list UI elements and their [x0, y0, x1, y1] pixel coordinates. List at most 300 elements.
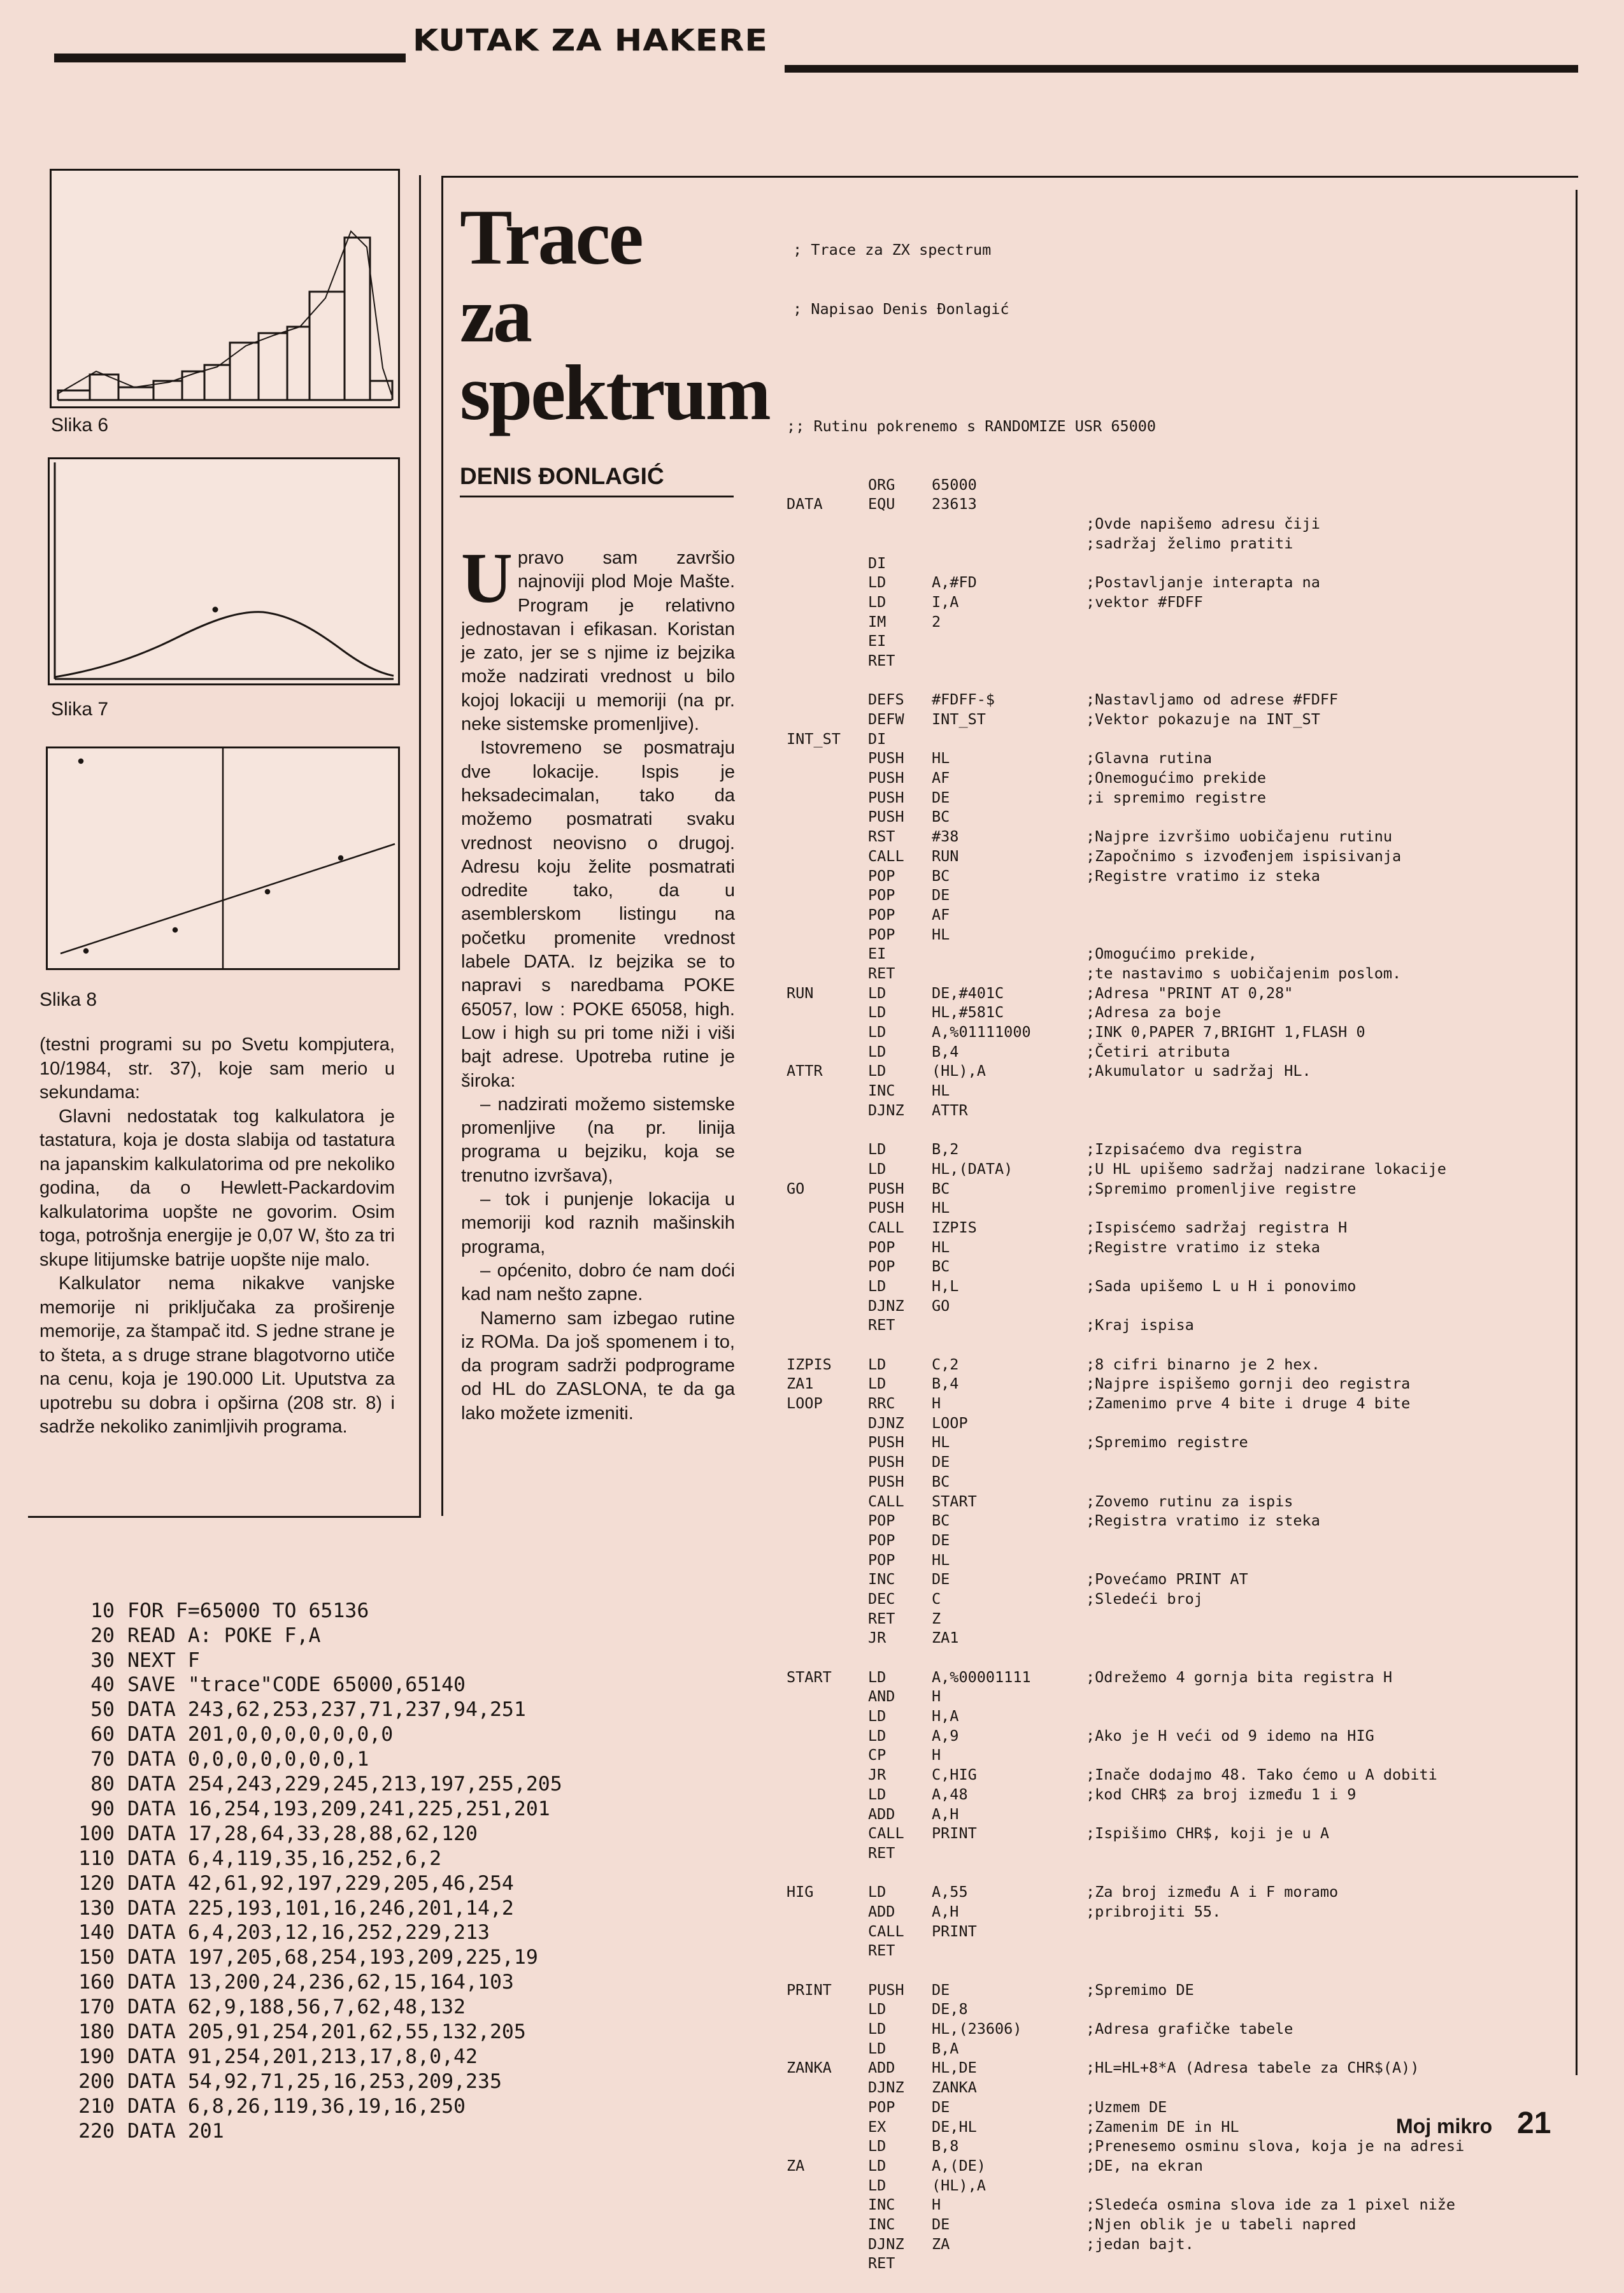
asm-operands: IZPIS	[932, 1218, 977, 1236]
asm-comment: ;Ispišimo CHR$, koji je u A	[1086, 1824, 1330, 1843]
basic-line	[38, 1722, 764, 1747]
article-box-top	[441, 176, 1578, 178]
asm-mnemonic: POP	[868, 925, 895, 943]
basic-statement: DATA 6,8,26,119,36,19,16,250	[127, 2094, 466, 2118]
asm-comment: ;Registra vratimo iz steka	[1086, 1511, 1320, 1530]
asm-line	[787, 1980, 1570, 2000]
asm-operands: GO	[932, 1296, 950, 1315]
asm-mnemonic: RET	[868, 2254, 895, 2273]
asm-comment: ;kod CHR$ za broj između 1 i 9	[1086, 1785, 1357, 1803]
asm-comment: ;Povećamo PRINT AT	[1086, 1570, 1248, 1589]
asm-comment: ;INK 0,PAPER 7,BRIGHT 1,FLASH 0	[1086, 1023, 1365, 1041]
asm-mnemonic: AND	[868, 1687, 895, 1706]
asm-label: ATTR	[787, 1062, 823, 1080]
listing-header-text: ; Trace za ZX spectrum	[793, 241, 992, 259]
asm-line	[787, 1492, 1570, 1511]
asm-line	[787, 1922, 1570, 1941]
asm-mnemonic: LD	[868, 1883, 887, 1901]
asm-mnemonic: RST	[868, 827, 895, 846]
asm-operands: DE	[932, 886, 950, 904]
basic-line-number: 210	[78, 2094, 115, 2118]
basic-statement: DATA 254,243,229,245,213,197,255,205	[127, 1773, 562, 1796]
asm-line	[787, 1159, 1570, 1179]
asm-line	[787, 807, 1570, 827]
asm-operands: START	[932, 1492, 977, 1510]
asm-line	[787, 866, 1570, 886]
body-paragraph: – općenito, dobro će nam doći kad nam nešto zapne.	[461, 1260, 735, 1305]
asm-mnemonic: LD	[868, 2137, 887, 2155]
asm-mnemonic: LD	[868, 1668, 887, 1686]
asm-line	[787, 1706, 1570, 1726]
asm-operands: AF	[932, 905, 950, 924]
asm-operands: DE,HL	[932, 2117, 977, 2136]
basic-line-number: 150	[78, 1946, 115, 1969]
asm-mnemonic: INC	[868, 2215, 895, 2233]
asm-operands: H	[932, 1687, 941, 1706]
asm-line	[787, 748, 1570, 768]
asm-operands: H,A	[932, 1707, 959, 1725]
asm-operands: BC	[932, 866, 950, 885]
asm-line	[787, 1081, 1570, 1101]
asm-line	[787, 612, 1570, 632]
asm-line	[787, 671, 1570, 690]
asm-operands: ZA1	[932, 1629, 959, 1647]
asm-operands: A,%01111000	[932, 1023, 1031, 1041]
basic-line	[38, 2020, 764, 2045]
asm-mnemonic: CALL	[868, 1922, 904, 1940]
histogram-plot	[52, 171, 398, 406]
asm-mnemonic: PUSH	[868, 1472, 904, 1490]
figure-caption: Slika 8	[39, 989, 97, 1010]
asm-line	[787, 494, 1570, 514]
asm-comment: ;vektor #FDFF	[1086, 592, 1203, 611]
asm-line	[787, 1961, 1570, 1980]
article-box-left	[441, 176, 443, 1516]
asm-operands: ZA	[932, 2234, 950, 2253]
asm-operands: BC	[932, 1511, 950, 1530]
asm-comment: ;jedan bajt.	[1086, 2234, 1194, 2253]
asm-mnemonic: DJNZ	[868, 1413, 904, 1432]
asm-mnemonic: PUSH	[868, 749, 904, 768]
asm-operands: A,(DE)	[932, 2156, 986, 2175]
asm-line	[787, 690, 1570, 710]
asm-mnemonic: PUSH	[868, 1980, 904, 1999]
asm-line	[787, 1941, 1570, 1961]
asm-line	[787, 2215, 1570, 2234]
asm-mnemonic: RET	[868, 651, 895, 669]
asm-operands: BC	[932, 1179, 950, 1197]
article-title-line: Trace	[460, 194, 642, 281]
basic-statement: DATA 197,205,68,254,193,209,225,19	[127, 1946, 538, 1969]
asm-mnemonic: ADD	[868, 1804, 895, 1823]
asm-operands: H,L	[932, 1276, 959, 1295]
asm-line	[787, 1745, 1570, 1765]
article-box-right	[1576, 190, 1578, 2075]
asm-line	[787, 554, 1570, 573]
asm-operands: A,55	[932, 1883, 968, 1901]
asm-line	[787, 1687, 1570, 1706]
asm-operands: A,9	[932, 1726, 959, 1745]
asm-operands: H	[932, 1394, 941, 1413]
basic-line	[38, 1599, 764, 1624]
asm-line	[787, 1315, 1570, 1335]
column-divider	[419, 175, 421, 1517]
asm-mnemonic: LD	[868, 1159, 887, 1178]
asm-mnemonic: LD	[868, 1140, 887, 1159]
asm-operands: B,A	[932, 2039, 959, 2057]
author-rule	[460, 496, 734, 497]
asm-operands: BC	[932, 808, 950, 826]
basic-line	[38, 2094, 764, 2119]
basic-line-number: 190	[78, 2045, 115, 2068]
asm-operands: A,%00001111	[932, 1668, 1031, 1686]
asm-line	[787, 1101, 1570, 1120]
asm-comment: ;Najpre izvršimo uobičajenu rutinu	[1086, 827, 1393, 846]
asm-comment: ;DE, na ekran	[1086, 2156, 1203, 2175]
basic-line	[38, 1747, 764, 1772]
asm-operands: A,#FD	[932, 573, 977, 592]
asm-line	[787, 2136, 1570, 2156]
asm-operands: DE	[932, 1531, 950, 1549]
basic-statement: DATA 54,92,71,25,16,253,209,235	[127, 2069, 502, 2093]
asm-mnemonic: POP	[868, 1257, 895, 1276]
section-title: KUTAK ZA HAKERE	[413, 24, 768, 58]
basic-line	[38, 2119, 764, 2144]
basic-line	[38, 1970, 764, 1995]
asm-operands: A,H	[932, 1804, 959, 1823]
asm-line	[787, 1374, 1570, 1394]
asm-mnemonic: INC	[868, 1570, 895, 1589]
asm-operands: C	[932, 1589, 941, 1608]
asm-mnemonic: INC	[868, 2196, 895, 2214]
asm-mnemonic: ADD	[868, 2059, 895, 2077]
asm-line	[787, 1843, 1570, 1863]
basic-line	[38, 1772, 764, 1797]
asm-mnemonic: POP	[868, 886, 895, 904]
asm-line	[787, 1238, 1570, 1257]
basic-statement: FOR F=65000 TO 65136	[127, 1599, 369, 1622]
asm-line	[787, 2039, 1570, 2059]
asm-operands: HL	[932, 1550, 950, 1569]
asm-line	[787, 729, 1570, 749]
asm-line	[787, 846, 1570, 866]
asm-mnemonic: DJNZ	[868, 1296, 904, 1315]
basic-line-number: 40	[90, 1673, 115, 1697]
asm-mnemonic: RET	[868, 1941, 895, 1960]
asm-line	[787, 788, 1570, 808]
article-title	[460, 194, 769, 436]
asm-operands: HL	[932, 749, 950, 768]
article-author: DENIS ĐONLAGIĆ	[460, 463, 664, 489]
asm-operands: ATTR	[932, 1101, 968, 1119]
basic-line-number: 140	[78, 1921, 115, 1945]
asm-operands: DE	[932, 1453, 950, 1471]
asm-mnemonic: LD	[868, 2176, 887, 2194]
asm-mnemonic: EI	[868, 945, 887, 963]
asm-label: START	[787, 1668, 832, 1686]
asm-comment: ;Prenesemo osminu slova, koja je na adresi	[1086, 2137, 1465, 2155]
asm-line	[787, 964, 1570, 983]
asm-comment: ;Glavna rutina	[1086, 749, 1213, 768]
basic-line-number: 20	[90, 1624, 115, 1647]
asm-mnemonic: DI	[868, 554, 887, 572]
asm-mnemonic: LD	[868, 983, 887, 1002]
asm-operands: A,48	[932, 1785, 968, 1803]
asm-comment: ;Onemogućimo prekide	[1086, 769, 1266, 787]
asm-comment: ;Nastavljamo od adrese #FDFF	[1086, 690, 1339, 709]
basic-line-number: 180	[78, 2020, 115, 2043]
asm-comment: ;Ako je H veći od 9 idemo na HIG	[1086, 1726, 1374, 1745]
asm-line	[787, 1902, 1570, 1922]
basic-line	[38, 2045, 764, 2069]
asm-comment: ;Spremimo DE	[1086, 1980, 1194, 1999]
body-paragraph-text: pravo sam završio najnoviji plod Moje Mašte. Program je relativno jednostavan i efikasan. Koristan je zato, jer se s njime iz bejzika može nadzirati vrednost u bilo kojoj lokaciji u memoriji (na pr. neke sistemske promenljive).	[461, 548, 735, 735]
asm-line	[787, 651, 1570, 671]
asm-comment: ;Ovde napišemo adresu čiji	[1086, 515, 1320, 533]
asm-comment: ;Postavljanje interapta na	[1086, 573, 1320, 592]
asm-mnemonic: DEFW	[868, 710, 904, 729]
body-paragraph: Kalkulator nema nikakve vanjske memorije ni priključaka za proširenje memorije, za štampač itd. S jedne strane je to šteta, a s druge strane blagotvorno utiče na cenu, koja je 190.000 Lit. Uputstva za upotrebu su dobra i opširna (208 str. 8) i sadrže nekoliko zanimljivih programa.	[39, 1273, 395, 1437]
asm-line	[787, 2058, 1570, 2078]
asm-operands: DE	[932, 788, 950, 806]
asm-line	[787, 2234, 1570, 2254]
asm-operands: B,2	[932, 1140, 959, 1159]
asm-mnemonic: DEFS	[868, 690, 904, 709]
basic-line	[38, 1945, 764, 1970]
asm-operands: B,4	[932, 1042, 959, 1061]
listing-header-line	[787, 240, 1570, 260]
asm-operands: DE,8	[932, 2000, 968, 2018]
asm-comment: ;Zamenim DE in HL	[1086, 2117, 1239, 2136]
assembler-listing	[787, 201, 1570, 2293]
asm-operands: DE	[932, 2215, 950, 2233]
figure-histogram	[50, 169, 400, 408]
asm-line	[787, 1296, 1570, 1316]
asm-line	[787, 1003, 1570, 1022]
asm-line	[787, 573, 1570, 592]
asm-mnemonic: POP	[868, 1550, 895, 1569]
asm-mnemonic: LD	[868, 1707, 887, 1725]
asm-label: INT_ST	[787, 729, 841, 748]
asm-line	[787, 827, 1570, 846]
basic-line	[38, 1624, 764, 1648]
basic-line	[38, 1673, 764, 1697]
body-paragraph: – nadzirati možemo sistemske promenljive (na pr. linija programa u bejziku, koja se trenutno izvršava),	[461, 1094, 735, 1186]
body-paragraph: Namerno sam izbegao rutine iz ROMa. Da još spomenem i to, da program sadrži podprograme od HL do ZASLONA, te da ga lako možete izmeniti.	[461, 1308, 735, 1424]
asm-line	[787, 1198, 1570, 1218]
asm-line	[787, 1785, 1570, 1804]
basic-line-number: 200	[78, 2069, 115, 2093]
basic-line-number: 30	[90, 1648, 115, 1672]
asm-operands: HL	[932, 1238, 950, 1256]
asm-mnemonic: CP	[868, 1746, 887, 1764]
listing-header-line	[787, 417, 1570, 436]
asm-line	[787, 2078, 1570, 2097]
asm-line	[787, 1139, 1570, 1159]
basic-statement: DATA 0,0,0,0,0,0,0,1	[127, 1748, 369, 1771]
asm-mnemonic: POP	[868, 1511, 895, 1530]
asm-operands: (HL),A	[932, 2176, 986, 2194]
asm-operands: B,4	[932, 1375, 959, 1393]
asm-line	[787, 1355, 1570, 1375]
asm-line	[787, 1061, 1570, 1081]
asm-mnemonic: PUSH	[868, 1199, 904, 1217]
asm-mnemonic: PUSH	[868, 1433, 904, 1452]
asm-operands: H	[932, 2196, 941, 2214]
asm-comment: ;Akumulator u sadržaj HL.	[1086, 1062, 1311, 1080]
basic-statement: DATA 91,254,201,213,17,8,0,42	[127, 2045, 478, 2068]
basic-statement: SAVE "trace"CODE 65000,65140	[127, 1673, 466, 1697]
asm-comment: ;Sada upišemo L u H i ponovimo	[1086, 1276, 1357, 1295]
basic-line	[38, 1920, 764, 1945]
basic-line-number: 120	[78, 1871, 115, 1895]
asm-mnemonic: LD	[868, 1003, 887, 1022]
asm-operands: INT_ST	[932, 710, 986, 729]
asm-mnemonic: PUSH	[868, 788, 904, 806]
asm-mnemonic: LD	[868, 592, 887, 611]
asm-operands: HL	[932, 1082, 950, 1100]
basic-statement: READ A: POKE F,A	[127, 1624, 321, 1647]
asm-operands: 65000	[932, 475, 977, 494]
basic-line	[38, 1871, 764, 1896]
asm-comment: ;Spremimo promenljive registre	[1086, 1179, 1357, 1197]
asm-comment: ;Četiri atributa	[1086, 1042, 1230, 1061]
asm-comment: ;Zovemo rutinu za ispis	[1086, 1492, 1293, 1510]
asm-label: LOOP	[787, 1394, 823, 1413]
asm-mnemonic: LD	[868, 1355, 887, 1373]
asm-comment: ;i spremimo registre	[1086, 788, 1266, 806]
basic-statement: DATA 205,91,254,201,62,55,132,205	[127, 2020, 526, 2043]
asm-label: IZPIS	[787, 1355, 832, 1373]
asm-line	[787, 1628, 1570, 1648]
basic-line-number: 170	[78, 1996, 115, 2019]
asm-line	[787, 2156, 1570, 2176]
drop-cap: U	[461, 539, 513, 618]
asm-operands: #38	[932, 827, 959, 846]
asm-line	[787, 1472, 1570, 1492]
asm-operands: AF	[932, 769, 950, 787]
asm-operands: HL	[932, 1433, 950, 1452]
asm-comment: ;Inače dodajmo 48. Tako ćemo u A dobiti	[1086, 1766, 1437, 1784]
asm-mnemonic: LD	[868, 2020, 887, 2038]
listing-header-text: ; Napisao Denis Đonlagić	[793, 299, 1009, 318]
asm-line	[787, 1648, 1570, 1668]
asm-comment: ;U HL upišemo sadržaj nadzirane lokacije	[1086, 1159, 1446, 1178]
asm-operands: 2	[932, 612, 941, 631]
basic-line-number: 10	[90, 1599, 115, 1622]
asm-line	[787, 925, 1570, 945]
asm-operands: BC	[932, 1257, 950, 1276]
asm-line	[787, 1863, 1570, 1883]
asm-mnemonic: DJNZ	[868, 2078, 904, 2097]
asm-mnemonic: DJNZ	[868, 2234, 904, 2253]
asm-mnemonic: POP	[868, 2097, 895, 2116]
asm-mnemonic: CALL	[868, 1492, 904, 1510]
body-paragraph: Istovremeno se posmatraju dve lokacije. Ispis je heksadecimalan, tako da možemo posmatrati svaku vrednost neovisno o drugoj. Adresu koju želite posmatrati odredite tako, da u asemblerskom listingu na početku promenite vrednost labele DATA. Iz bejzika se to napravi s naredbama POKE 65057, low : POKE 65058, high. Low i high su pri tome niži i viši bajt adrese. Upotreba rutine je široka:	[461, 738, 735, 1091]
basic-body	[38, 1599, 764, 2144]
basic-line-number: 90	[90, 1797, 115, 1820]
article-title-line: spektrum	[460, 349, 769, 436]
asm-operands: #FDFF-$	[932, 690, 995, 709]
asm-label: HIG	[787, 1883, 814, 1901]
asm-comment: ;Adresa grafičke tabele	[1086, 2020, 1293, 2038]
asm-line	[787, 944, 1570, 964]
basic-line-number: 130	[78, 1896, 115, 1920]
basic-statement: DATA 62,9,188,56,7,62,48,132	[127, 1996, 466, 2019]
page-number: 21	[1517, 2106, 1551, 2140]
asm-comment: ;Sledeća osmina slova ide za 1 pixel niže	[1086, 2196, 1456, 2214]
asm-mnemonic: LD	[868, 573, 887, 592]
asm-mnemonic: RET	[868, 1843, 895, 1862]
asm-line	[787, 1511, 1570, 1531]
article-body	[461, 539, 735, 1425]
asm-mnemonic: LD	[868, 1042, 887, 1061]
asm-mnemonic: JR	[868, 1766, 887, 1784]
basic-statement: DATA 225,193,101,16,246,201,14,2	[127, 1896, 514, 1920]
basic-line-number: 160	[78, 1971, 115, 1994]
asm-operands: HL,#581C	[932, 1003, 1004, 1022]
asm-mnemonic: LD	[868, 1062, 887, 1080]
asm-operands: C,2	[932, 1355, 959, 1373]
asm-line	[787, 885, 1570, 905]
asm-comment: ;Ispisćemo sadržaj registra H	[1086, 1218, 1348, 1236]
asm-label: GO	[787, 1179, 805, 1197]
asm-comment: ;Najpre ispišemo gornji deo registra	[1086, 1375, 1411, 1393]
asm-comment: ;Uzmem DE	[1086, 2097, 1167, 2116]
asm-mnemonic: PUSH	[868, 1453, 904, 1471]
basic-line	[38, 1896, 764, 1921]
asm-line	[787, 2195, 1570, 2215]
asm-line	[787, 1394, 1570, 1413]
asm-mnemonic: DJNZ	[868, 1101, 904, 1119]
asm-label: ZANKA	[787, 2059, 832, 2077]
basic-statement: DATA 42,61,92,197,229,205,46,254	[127, 1871, 514, 1895]
asm-comment: ;Registre vratimo iz steka	[1086, 866, 1320, 885]
asm-comment: ;Sledeći broj	[1086, 1589, 1203, 1608]
body-paragraph: Glavni nedostatak tog kalkulatora je tastatura, koja je dosta slabija od tastatura na japanskim kalkulatorima od pre nekoliko godina, da o Hewlett-Packardovim kalkulatorima uopšte ne govorim. Osim toga, potrošnja energije je 0,07 W, što za tri skupe litijumske batrije uopšte nije malo.	[39, 1106, 395, 1270]
listing-blank-line	[787, 358, 1570, 378]
article-title-line: za	[460, 271, 531, 359]
asm-comment: ;Spremimo registre	[1086, 1433, 1248, 1452]
asm-line	[787, 1999, 1570, 2019]
asm-mnemonic: CALL	[868, 1218, 904, 1236]
asm-label: RUN	[787, 983, 814, 1002]
basic-line-number: 60	[90, 1723, 115, 1747]
asm-comment: ;pribrojiti 55.	[1086, 1902, 1222, 1920]
asm-operands: A,H	[932, 1902, 959, 1920]
assembler-body	[787, 475, 1570, 2273]
asm-operands: 23613	[932, 495, 977, 513]
basic-statement: DATA 243,62,253,237,71,237,94,251	[127, 1698, 526, 1722]
asm-comment: ;Započnimo s izvođenjem ispisivanja	[1086, 846, 1402, 865]
asm-comment: ;Vektor pokazuje na INT_ST	[1086, 710, 1320, 729]
listing-header-text: ;; Rutinu pokrenemo s RANDOMIZE USR 65000	[787, 417, 1157, 435]
basic-line	[38, 1797, 764, 1822]
basic-statement: NEXT F	[127, 1648, 200, 1672]
asm-mnemonic: CALL	[868, 846, 904, 865]
asm-mnemonic: ORG	[868, 475, 895, 494]
asm-comment: ;Izpisaćemo dva registra	[1086, 1140, 1302, 1159]
bell-curve-plot	[50, 459, 398, 683]
basic-statement: DATA 6,4,203,12,16,252,229,213	[127, 1921, 490, 1945]
asm-line	[787, 1218, 1570, 1238]
basic-line-number: 220	[78, 2119, 115, 2143]
asm-mnemonic: CALL	[868, 1824, 904, 1843]
basic-line	[38, 1648, 764, 1673]
asm-line	[787, 768, 1570, 788]
body-paragraph: – tok i punjenje lokacija u memoriji kod raznih mašinskih programa,	[461, 1189, 735, 1257]
asm-line	[787, 2097, 1570, 2117]
